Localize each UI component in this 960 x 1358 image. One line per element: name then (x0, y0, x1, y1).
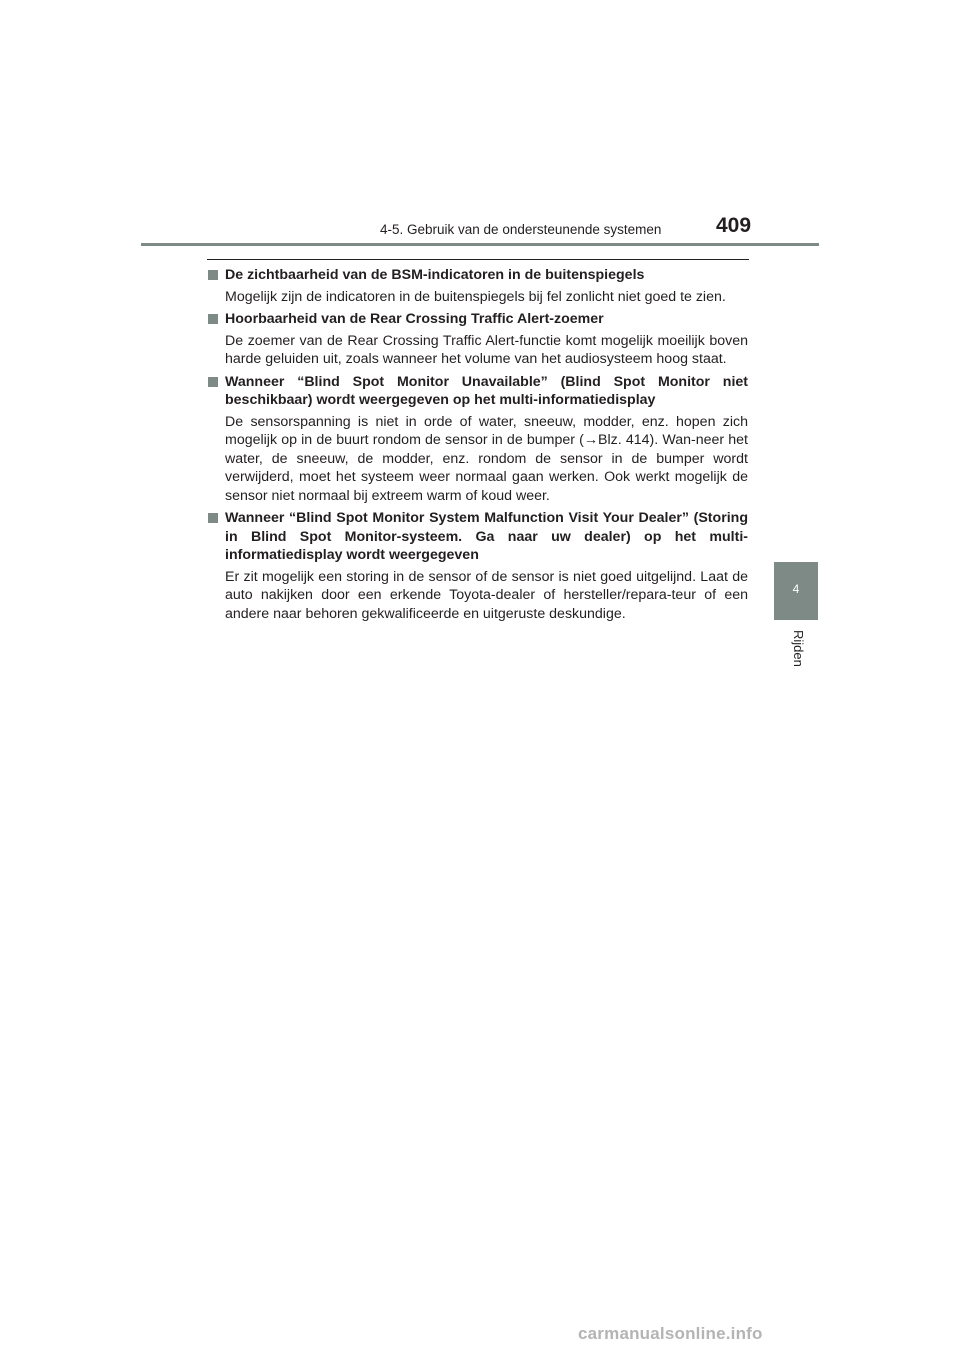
chapter-tab-number: 4 (792, 582, 800, 596)
info-item-body: De sensorspanning is niet in orde of water, sneeuw, modder, enz. hopen zich mogelijk op in de buurt rondom de sensor in de bumper (→Blz. 414). Wan-neer het water, de sneeuw, de modder, enz. rondom de sensor in de bumper wordt verwijderd, moet het systeem weer normaal gaan werken. Ook werkt mogelijk de sensor niet normaal bij extreem warm of koud weer. (225, 413, 748, 504)
info-item (207, 310, 748, 369)
square-bullet-icon (208, 270, 218, 280)
info-item-title (207, 373, 748, 410)
info-item-title (207, 310, 748, 329)
info-item (207, 373, 748, 506)
info-item-title-text: De zichtbaarheid van de BSM-indicatoren in de buitenspiegels (225, 267, 645, 283)
header-section-title: 4-5. Gebruik van de ondersteunende systemen (380, 222, 662, 237)
info-item-body: Mogelijk zijn de indicatoren in de buitenspiegels bij fel zonlicht niet goed te zien. (225, 288, 726, 305)
section-rule (207, 259, 749, 260)
chapter-tab-label: Rijden (791, 630, 806, 667)
info-item-body: De zoemer van de Rear Crossing Traffic Alert-functie komt mogelijk moeilijk boven harde geluiden uit, zoals wanneer het volume van het audiosysteem hoog staat. (225, 332, 748, 367)
square-bullet-icon (208, 513, 218, 523)
info-item (207, 509, 748, 623)
info-item-title (207, 266, 748, 285)
info-item-body: Er zit mogelijk een storing in de sensor of de sensor is niet goed uitgelijnd. Laat de auto nakijken door een erkende Toyota-dealer of hersteller/repara-teur of een andere naar behoren gekwalificeerde en uitgeruste deskundige. (225, 568, 748, 622)
info-item-title-text: Wanneer “Blind Spot Monitor Unavailable” (Blind Spot Monitor niet beschikbaar) wordt weergegeven op het multi-informatiedisplay (225, 373, 748, 408)
info-item-title (207, 509, 748, 565)
content (207, 266, 748, 627)
header-rule (141, 243, 819, 246)
watermark: carmanualsonline.info (578, 1324, 763, 1343)
page-number: 409 (716, 214, 752, 237)
info-item-title-text: Wanneer “Blind Spot Monitor System Malfunction Visit Your Dealer” (Storing in Blind Spot Monitor-systeem. Ga naar uw dealer) op het multi-informatiedisplay wordt weergegeven (225, 510, 748, 563)
square-bullet-icon (208, 314, 218, 324)
info-item-title-text: Hoorbaarheid van de Rear Crossing Traffic Alert-zoemer (225, 311, 604, 327)
square-bullet-icon (208, 377, 218, 387)
chapter-tab[interactable] (774, 562, 818, 620)
info-item (207, 266, 748, 306)
